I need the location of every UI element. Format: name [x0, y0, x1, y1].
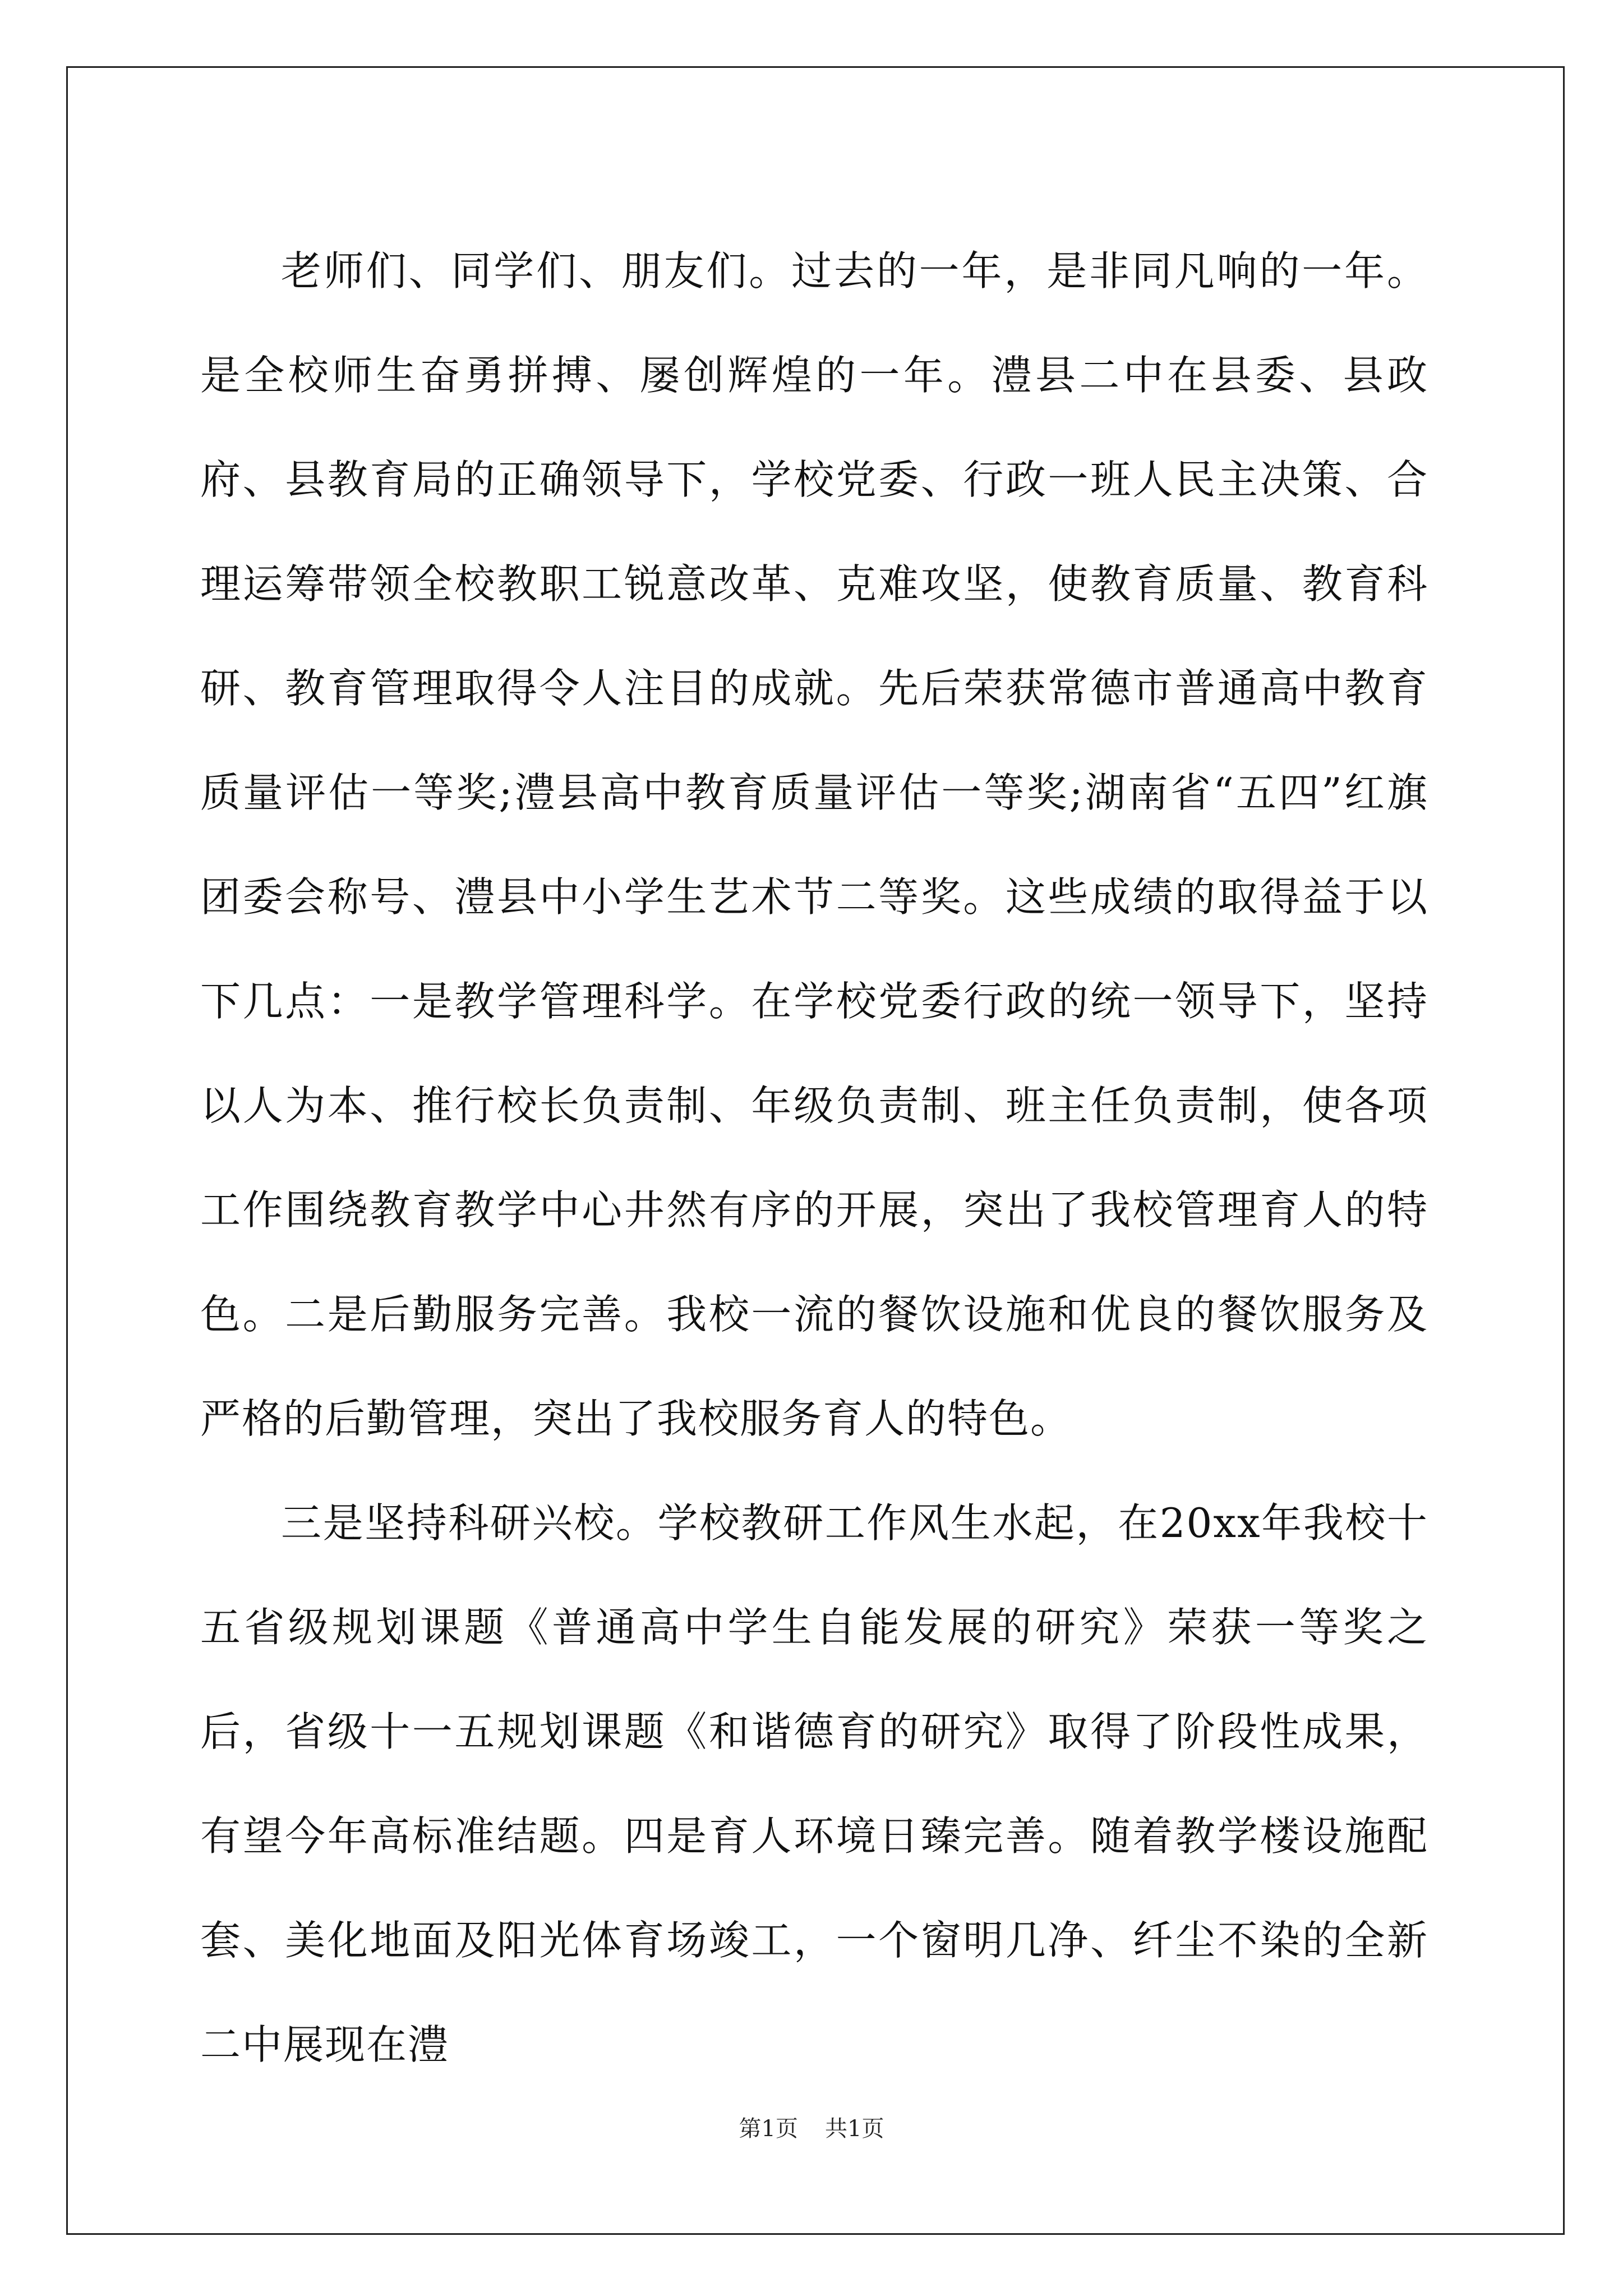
paragraph-2: 三是坚持科研兴校。学校教研工作风生水起，在20xx年我校十五省级规划课题《普通高中学生自能发展的研究》荣获一等奖之后，省级十一五规划课题《和谐德育的研究》取得了阶段性成果，有望今年高标准结题。四是育人环境日臻完善。随着教学楼设施配套、美化地面及阳光体育场竣工，一个窗明几净、纤尘不染的全新二中展现在澧 — [200, 1499, 1428, 2068]
document-body — [200, 219, 1428, 2097]
paragraph-1: 老师们、同学们、朋友们。过去的一年，是非同凡响的一年。是全校师生奋勇拼搏、屡创辉煌的一年。澧县二中在县委、县政府、县教育局的正确领导下，学校党委、行政一班人民主决策、合理运筹带领全校教职工锐意改革、克难攻坚，使教育质量、教育科研、教育管理取得令人注目的成就。先后荣获常德市普通高中教育质量评估一等奖;澧县高中教育质量评估一等奖;湖南省“五四”红旗团委会称号、澧县中小学生艺术节二等奖。这些成绩的取得益于以下几点：一是教学管理科学。在学校党委行政的统一领导下，坚持以人为本、推行校长负责制、年级负责制、班主任负责制，使各项工作围绕教育教学中心井然有序的开展，突出了我校管理育人的特色。二是后勤服务完善。我校一流的餐饮设施和优良的餐饮服务及严格的后勤管理，突出了我校服务育人的特色。 — [200, 247, 1428, 1442]
page-footer — [0, 2115, 1623, 2143]
page-number-total: 共1页 — [825, 2116, 884, 2142]
page-number-current: 第1页 — [739, 2116, 798, 2142]
